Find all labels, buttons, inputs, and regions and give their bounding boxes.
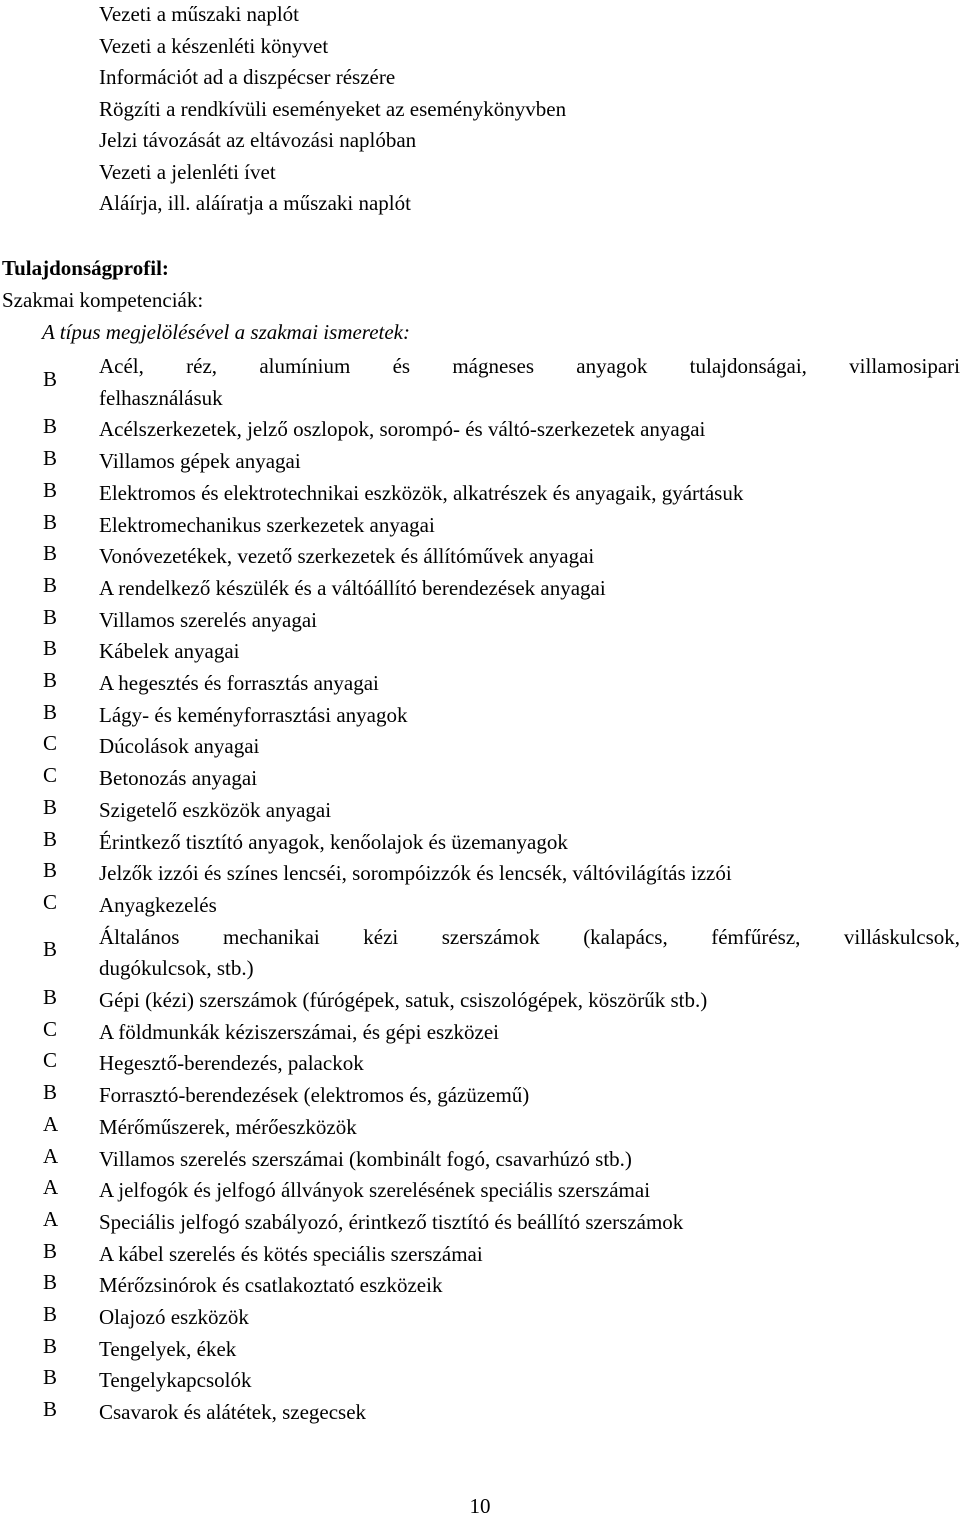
competency-row — [0, 1017, 960, 1049]
competency-text — [99, 795, 960, 827]
competency-row — [0, 1112, 960, 1144]
competency-grade: B — [43, 541, 58, 566]
competency-text — [99, 605, 960, 637]
competency-row — [0, 795, 960, 827]
competency-row — [0, 858, 960, 890]
competency-grade: B — [43, 858, 58, 883]
competency-grade: B — [43, 604, 58, 629]
competency-line: Dúcolások anyagai — [99, 734, 260, 759]
competency-line: Tengelykapcsolók — [99, 1368, 252, 1393]
competency-line: Általános mechanikai kézi szerszámok (kalapács, fémfűrész, villáskulcsok, — [99, 924, 960, 949]
competency-row — [0, 510, 960, 542]
competency-grade: B — [43, 366, 58, 391]
competency-grade: B — [43, 1238, 58, 1263]
competency-row — [0, 1270, 960, 1302]
competency-text — [99, 985, 960, 1017]
competency-text — [99, 1048, 960, 1080]
competency-line: Acél, réz, alumínium és mágneses anyagok tulajdonságai, villamosipari — [99, 354, 960, 378]
competency-text — [99, 922, 960, 985]
competency-grade: C — [43, 1048, 58, 1073]
competency-text — [99, 541, 960, 573]
competency-row — [0, 1207, 960, 1239]
competency-text — [99, 1334, 960, 1366]
competency-grade: B — [43, 1270, 58, 1295]
competency-text — [99, 1365, 960, 1397]
competency-row — [0, 351, 960, 414]
competency-line: Hegesztő-berendezés, palackok — [99, 1051, 364, 1076]
competency-row — [0, 985, 960, 1017]
competency-row — [0, 1334, 960, 1366]
competency-text — [99, 351, 960, 414]
competency-text — [99, 700, 960, 732]
task-item: Rögzíti a rendkívüli eseményeket az eseménykönyvben — [99, 96, 567, 121]
competency-row — [0, 1080, 960, 1112]
task-item: Vezeti a jelenléti ívet — [99, 159, 276, 184]
competency-grade: B — [43, 794, 58, 819]
competency-line: Villamos gépek anyagai — [99, 449, 301, 474]
competency-line: A rendelkező készülék és a váltóállító berendezések anyagai — [99, 575, 606, 600]
competency-text — [99, 858, 960, 890]
competency-text — [99, 1239, 960, 1271]
competency-grade: B — [43, 826, 58, 851]
competency-grade: B — [43, 477, 58, 502]
competency-text — [99, 1112, 960, 1144]
competency-line: Betonozás anyagai — [99, 766, 258, 791]
competency-grade: B — [43, 572, 58, 597]
competency-row — [0, 605, 960, 637]
competency-text — [99, 1017, 960, 1049]
task-item: Információt ad a diszpécser részére — [99, 65, 396, 89]
competency-line: Szigetelő eszközök anyagai — [99, 797, 332, 822]
competency-row — [0, 1302, 960, 1334]
section-subheading: Szakmai kompetenciák: — [2, 288, 204, 312]
competency-line: Acélszerkezetek, jelző oszlopok, sorompó- és váltó-szerkezetek anyagai — [99, 417, 706, 442]
competency-text — [99, 827, 960, 859]
competency-row — [0, 763, 960, 795]
competency-row — [0, 1175, 960, 1207]
competency-row — [0, 414, 960, 446]
competency-grade: A — [43, 1206, 59, 1231]
competency-text — [99, 478, 960, 510]
competency-line: A kábel szerelés és kötés speciális szerszámai — [99, 1241, 483, 1266]
competency-line: Gépi (kézi) szerszámok (fúrógépek, satuk, csiszológépek, köszörűk stb.) — [99, 988, 708, 1012]
competency-grade: B — [43, 699, 58, 724]
competency-text — [99, 1207, 960, 1239]
competency-row — [0, 922, 960, 985]
competency-row — [0, 446, 960, 478]
competency-line: Olajozó eszközök — [99, 1305, 249, 1329]
competency-row — [0, 1048, 960, 1080]
competency-line: Elektromos és elektrotechnikai eszközök, alkatrészek és anyagaik, gyártásuk — [99, 480, 744, 505]
task-item: Vezeti a készenléti könyvet — [99, 33, 329, 58]
competency-row — [0, 1365, 960, 1397]
competency-grade: B — [43, 1333, 58, 1358]
competency-grade: C — [43, 731, 58, 756]
competency-line: Speciális jelfogó szabályozó, érintkező tisztító és beállító szerszámok — [99, 1209, 684, 1234]
competency-grade: B — [43, 1080, 58, 1105]
competency-line: A jelfogók és jelfogó állványok szerelésének speciális szerszámai — [99, 1178, 651, 1203]
competency-line: A földmunkák kéziszerszámai, és gépi eszközei — [99, 1019, 500, 1044]
task-item: Aláírja, ill. aláíratja a műszaki naplót — [99, 191, 411, 215]
competency-grade: C — [43, 763, 58, 788]
competency-row — [0, 827, 960, 859]
competency-text — [99, 636, 960, 668]
competency-text — [99, 1175, 960, 1207]
competency-text — [99, 573, 960, 605]
competency-grade: A — [43, 1111, 59, 1136]
competency-text — [99, 1270, 960, 1302]
competency-intro: A típus megjelölésével a szakmai ismeretek: — [42, 320, 410, 344]
competency-line: Villamos szerelés anyagai — [99, 607, 317, 632]
competency-text — [99, 510, 960, 542]
competency-row — [0, 1239, 960, 1271]
page-number: 10 — [469, 1494, 491, 1518]
competency-line: Érintkező tisztító anyagok, kenőolajok és üzemanyagok — [99, 829, 568, 854]
competency-text — [99, 731, 960, 763]
competency-text — [99, 1144, 960, 1176]
competency-line: Mérőzsinórok és csatlakoztató eszközeik — [99, 1273, 443, 1298]
competency-line: Jelzők izzói és színes lencséi, sorompóizzók és lencsék, váltóvilágítás izzói — [99, 861, 732, 886]
competency-grade: B — [43, 1302, 58, 1326]
competency-line: Tengelyek, ékek — [99, 1336, 237, 1361]
task-item: Vezeti a műszaki naplót — [99, 2, 300, 26]
competency-grade: B — [43, 414, 58, 439]
competency-line-continued: felhasználásuk — [99, 385, 223, 410]
competency-text — [99, 668, 960, 700]
competency-line: Csavarok és alátétek, szegecsek — [99, 1400, 367, 1425]
task-list — [99, 1, 566, 222]
competency-line: Mérőműszerek, mérőeszközök — [99, 1114, 357, 1139]
competency-line: Elektromechanikus szerkezetek anyagai — [99, 512, 435, 537]
competency-grade: B — [43, 446, 58, 471]
section-heading: Tulajdonságprofil: — [2, 256, 169, 280]
competency-row — [0, 700, 960, 732]
competency-line: Villamos szerelés szerszámai (kombinált fogó, csavarhúzó stb.) — [99, 1146, 632, 1171]
competency-row — [0, 1397, 960, 1429]
competency-text — [99, 1397, 960, 1429]
competency-grade: B — [43, 509, 58, 534]
competency-row — [0, 890, 960, 922]
competency-line: Forrasztó-berendezések (elektromos és, gázüzemű) — [99, 1083, 530, 1108]
competency-line: A hegesztés és forrasztás anyagai — [99, 671, 379, 695]
competency-text — [99, 763, 960, 795]
competency-grade: B — [43, 636, 58, 661]
task-item: Jelzi távozását az eltávozási naplóban — [99, 128, 417, 152]
competency-grade: B — [43, 668, 58, 692]
competency-row — [0, 573, 960, 605]
competency-line: Kábelek anyagai — [99, 639, 240, 664]
competency-row — [0, 478, 960, 510]
competency-text — [99, 446, 960, 478]
competency-grade: B — [43, 1397, 58, 1422]
competency-row — [0, 731, 960, 763]
competency-grade: B — [43, 1365, 58, 1390]
competency-line: Vonóvezetékek, vezető szerkezetek és állítóművek anyagai — [99, 544, 595, 569]
competency-text — [99, 1302, 960, 1334]
competency-text — [99, 1080, 960, 1112]
competency-grade: B — [43, 937, 58, 962]
competency-line: Anyagkezelés — [99, 892, 217, 917]
competency-grade: B — [43, 985, 58, 1009]
competency-grade: C — [43, 889, 58, 914]
competency-row — [0, 541, 960, 573]
competency-text — [99, 890, 960, 922]
competency-grade: C — [43, 1016, 58, 1041]
competency-row — [0, 1144, 960, 1176]
competency-line-continued: dugókulcsok, stb.) — [99, 956, 254, 981]
competency-row — [0, 668, 960, 700]
competency-grade: A — [43, 1143, 59, 1168]
competency-grade: A — [43, 1175, 59, 1200]
competency-line: Lágy- és keményforrasztási anyagok — [99, 702, 408, 727]
competency-row — [0, 636, 960, 668]
competency-text — [99, 414, 960, 446]
